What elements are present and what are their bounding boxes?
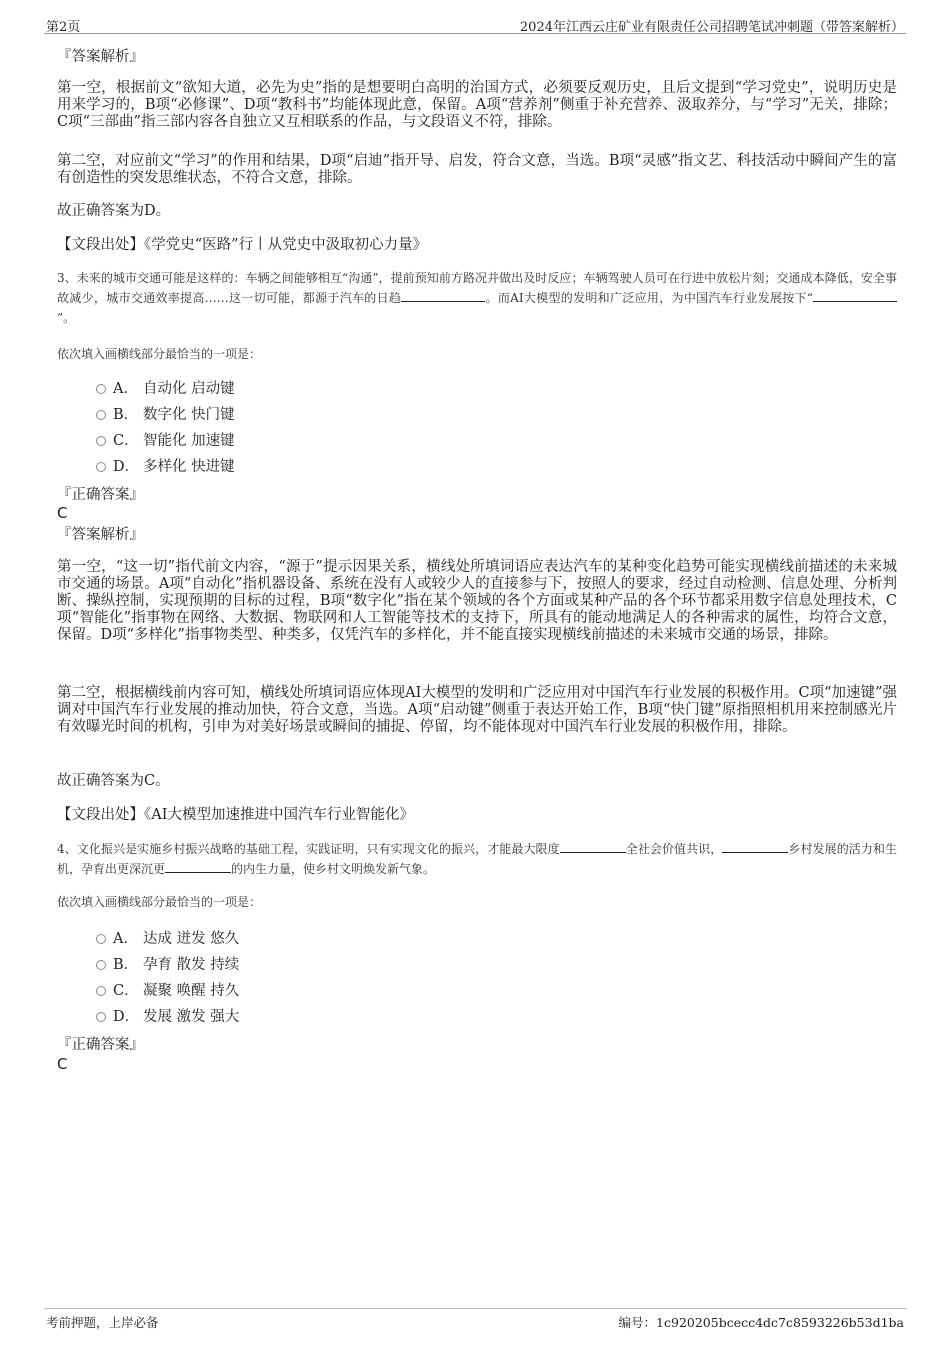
q3-analysis-para1: 第一空，“这一切”指代前文内容，“源于”提示因果关系，横线处所填词语应表达汽车的某种变化趋势可能实现横线前描述的未来城市交通的场景。A项“自动化”指机器设备、系统在没有人或较少人的直接参与下，按照人的要求，经过自动检测、信息处理、分析判断、操纵控制，实现预期的目标的过程，B项“数字化”指在某个领域的各个方面或某种产品的各个环节都采用数字信息处理技术，C项“智能化”指事物在网络、大数据、物联网和人工智能等技术的支持下，所具有的能动地满足人的各种需求的属性，均符合文意，保留。D项“多样化”指事物类型、种类多，仅凭汽车的多样化，并不能直接实现横线前描述的未来城市交通的场景，排除。	[57, 559, 897, 643]
q3-option-c[interactable]: C． 智能化 加速键	[96, 432, 235, 450]
radio-icon[interactable]	[96, 462, 106, 472]
page-number: 第2页	[46, 20, 81, 35]
q3-correct-label: 『正确答案』	[57, 487, 144, 503]
radio-icon[interactable]	[96, 1012, 106, 1022]
q4-text-a: 4、文化振兴是实施乡村振兴战略的基础工程，实践证明，只有实现文化的振兴，才能最大限度	[57, 842, 560, 856]
q3-text-c: ”。	[57, 311, 76, 325]
q3-conclusion: 故正确答案为C。	[57, 773, 170, 789]
q4-text-c: 乡村发展的活力和生机，孕育出更深沉更	[57, 842, 897, 876]
q3-blank-1	[401, 290, 485, 302]
q4-blank-3	[165, 861, 231, 873]
q3-source: 【文段出处】《AI大模型加速推进中国汽车行业智能化》	[57, 807, 414, 823]
q4-blank-2	[722, 841, 788, 853]
q3-analysis-para2: 第二空，根据横线前内容可知，横线处所填词语应体现AI大模型的发明和广泛应用对中国汽车行业发展的积极作用。C项“加速键”强调对中国汽车行业发展的推动加快，符合文意，当选。A项“启动键”侧重于表达开始工作，B项“快门键”原指照相机用来控制感光片有效曝光时间的机构，引申为对美好场景或瞬间的捕捉、停留，均不能体现对中国汽车行业发展的积极作用，排除。	[57, 685, 897, 735]
q3-instruction: 依次填入画横线部分最恰当的一项是：	[57, 347, 262, 361]
q3-analysis-label: 『答案解析』	[57, 527, 144, 543]
q3-option-a[interactable]: A． 自动化 启动键	[96, 380, 235, 398]
q2-analysis-label: 『答案解析』	[57, 49, 144, 65]
q2-analysis-para2: 第二空，对应前文“学习”的作用和结果，D项“启迪”指开导、启发，符合文意，当选。B项“灵感”指文艺、科技活动中瞬间产生的富有创造性的突发思维状态，不符合文意，排除。	[57, 153, 897, 186]
q4-blank-1	[560, 841, 626, 853]
radio-icon[interactable]	[96, 436, 106, 446]
q2-source: 【文段出处】《学党史“医路”行丨从党史中汲取初心力量》	[57, 237, 428, 253]
q4-option-a[interactable]: A． 达成 迸发 悠久	[96, 930, 239, 948]
q4-option-d[interactable]: D． 发展 激发 强大	[96, 1008, 239, 1026]
q3-text-b: 。而AI大模型的发明和广泛应用，为中国汽车行业发展按下“	[485, 291, 813, 305]
page-header	[44, 14, 906, 34]
q4-question	[57, 839, 897, 879]
document-code: 编号：1c920205bcecc4dc7c8593226b53d1ba	[618, 1315, 904, 1330]
q4-option-b[interactable]: B． 孕育 散发 持续	[96, 956, 239, 974]
page-footer	[44, 1308, 906, 1338]
q4-correct-label: 『正确答案』	[57, 1037, 144, 1053]
q4-text-d: 的内生力量，使乡村文明焕发新气象。	[231, 862, 436, 876]
q3-blank-2	[813, 290, 897, 302]
radio-icon[interactable]	[96, 410, 106, 420]
radio-icon[interactable]	[96, 986, 106, 996]
radio-icon[interactable]	[96, 960, 106, 970]
q4-instruction: 依次填入画横线部分最恰当的一项是：	[57, 895, 262, 909]
q3-question	[57, 268, 897, 328]
q3-option-d[interactable]: D． 多样化 快进键	[96, 458, 235, 476]
radio-icon[interactable]	[96, 934, 106, 944]
q2-conclusion: 故正确答案为D。	[57, 203, 171, 219]
q4-text-b: 全社会价值共识，	[625, 842, 723, 856]
q3-option-b[interactable]: B． 数字化 快门键	[96, 406, 235, 424]
radio-icon[interactable]	[96, 384, 106, 394]
q3-answer: C	[57, 504, 68, 522]
document-title: 2024年江西云庄矿业有限责任公司招聘笔试冲刺题（带答案解析）	[519, 20, 904, 35]
q4-option-c[interactable]: C． 凝聚 唤醒 持久	[96, 982, 239, 1000]
q4-answer: C	[57, 1055, 68, 1073]
q3-text-a: 3、未来的城市交通可能是这样的：车辆之间能够相互“沟通”，提前预知前方路况并做出及时反应；车辆驾驶人员可在行进中放松片刻；交通成本降低，安全事故减少，城市交通效率提高……这一切可能，都源于汽车的日趋	[57, 271, 897, 305]
q2-analysis-para1: 第一空，根据前文“欲知大道，必先为史”指的是想要明白高明的治国方式，必须要反观历史，且后文提到“学习党史”，说明历史是用来学习的，B项“必修课”、D项“教科书”均能体现此意，保留。A项“营养剂”侧重于补充营养、汲取养分，与“学习”无关，排除；C项“三部曲”指三部内容各自独立又互相联系的作品，与文段语义不符，排除。	[57, 80, 897, 130]
footer-slogan: 考前押题，上岸必备	[46, 1315, 159, 1330]
